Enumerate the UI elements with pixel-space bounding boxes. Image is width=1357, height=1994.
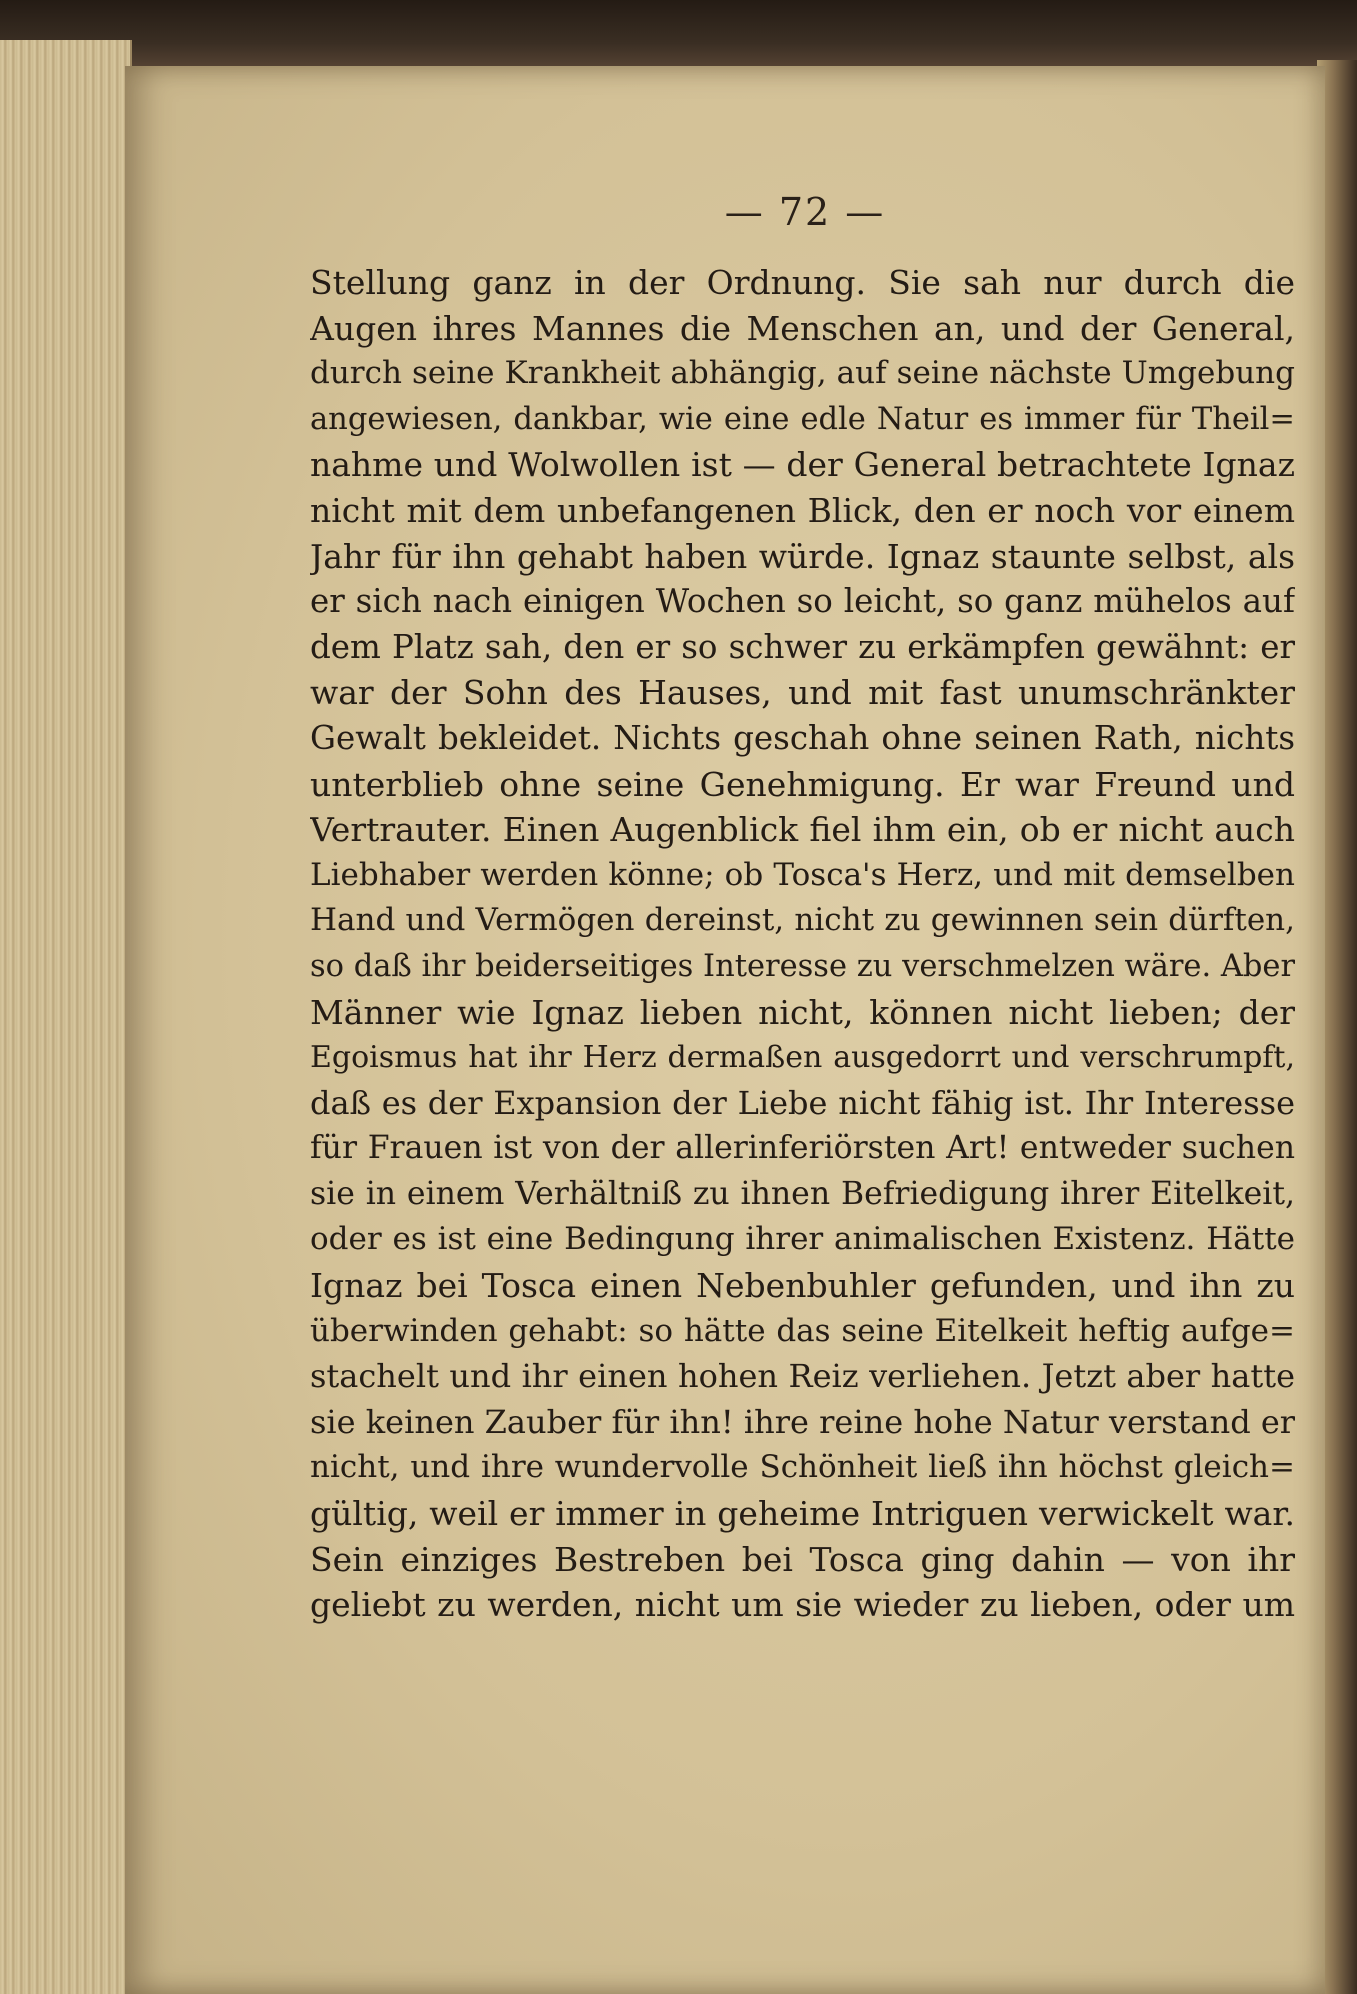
text-line: gültig, weil er immer in geheime Intriguen verwickelt war.	[310, 1494, 1295, 1534]
text-line: dem Platz sah, den er so schwer zu erkämpfen gewähnt: er	[310, 627, 1295, 666]
text-line: so daß ihr beiderseitiges Interesse zu verschmelzen wäre. Aber	[310, 948, 1295, 984]
page-text	[310, 260, 1295, 1628]
text-line: daß es der Expansion der Liebe nicht fähig ist. Ihr Interesse	[310, 1083, 1295, 1122]
text-line: oder es ist eine Bedingung ihrer animalischen Existenz. Hätte	[310, 1221, 1295, 1258]
text-line: durch seine Krankheit abhängig, auf seine nächste Umgebung	[310, 355, 1295, 392]
text-line: Ignaz bei Tosca einen Nebenbuhler gefunden, und ihn zu	[310, 1266, 1295, 1306]
text-line: Egoismus hat ihr Herz dermaßen ausgedorrt und verschrumpft,	[310, 1040, 1295, 1076]
text-line: Vertrauter. Einen Augenblick fiel ihm ein, ob er nicht auch	[310, 810, 1295, 850]
text-line: geliebt zu werden, nicht um sie wieder zu lieben, oder um	[310, 1585, 1295, 1625]
text-line: Hand und Vermögen dereinst, nicht zu gewinnen sein dürften,	[310, 902, 1295, 939]
text-line: Männer wie Ignaz lieben nicht, können nicht lieben; der	[310, 992, 1295, 1032]
text-line: unterblieb ohne seine Genehmigung. Er war Freund und	[310, 764, 1295, 804]
text-line: Augen ihres Mannes die Menschen an, und der General,	[310, 308, 1295, 348]
text-line: nahme und Wolwollen ist — der General betrachtete Ignaz	[310, 445, 1295, 485]
page-number: — 72 —	[724, 190, 886, 234]
text-line: überwinden gehabt: so hätte das seine Eitelkeit heftig aufge=	[310, 1312, 1295, 1349]
text-line: Sein einziges Bestreben bei Tosca ging dahin — von ihr	[310, 1539, 1295, 1579]
text-line: Jahr für ihn gehabt haben würde. Ignaz staunte selbst, als	[310, 536, 1295, 576]
text-line: sie keinen Zauber für ihn! ihre reine hohe Natur verstand er	[310, 1402, 1295, 1441]
text-line: war der Sohn des Hauses, und mit fast unumschränkter	[310, 673, 1295, 713]
text-line: er sich nach einigen Wochen so leicht, so ganz mühelos auf	[310, 582, 1295, 621]
book-cover-top	[0, 0, 1357, 72]
text-line: nicht, und ihre wundervolle Schönheit ließ ihn höchst gleich=	[310, 1449, 1295, 1486]
text-line: sie in einem Verhältniß zu ihnen Befriedigung ihrer Eitelkeit,	[310, 1175, 1295, 1212]
page-edges	[0, 40, 132, 1994]
text-line: angewiesen, dankbar, wie eine edle Natur es immer für Theil=	[310, 401, 1295, 437]
text-line: für Frauen ist von der allerinferiörsten Art! entweder suchen	[310, 1130, 1295, 1167]
text-line: Stellung ganz in der Ordnung. Sie sah nur durch die	[310, 263, 1295, 302]
text-line: stachelt und ihr einen hohen Reiz verliehen. Jetzt aber hatte	[310, 1357, 1295, 1396]
text-line: Liebhaber werden könne; ob Tosca's Herz, und mit demselben	[310, 856, 1295, 893]
text-line: Gewalt bekleidet. Nichts geschah ohne seinen Rath, nichts	[310, 718, 1295, 757]
text-line: nicht mit dem unbefangenen Blick, den er noch vor einem	[310, 490, 1295, 530]
